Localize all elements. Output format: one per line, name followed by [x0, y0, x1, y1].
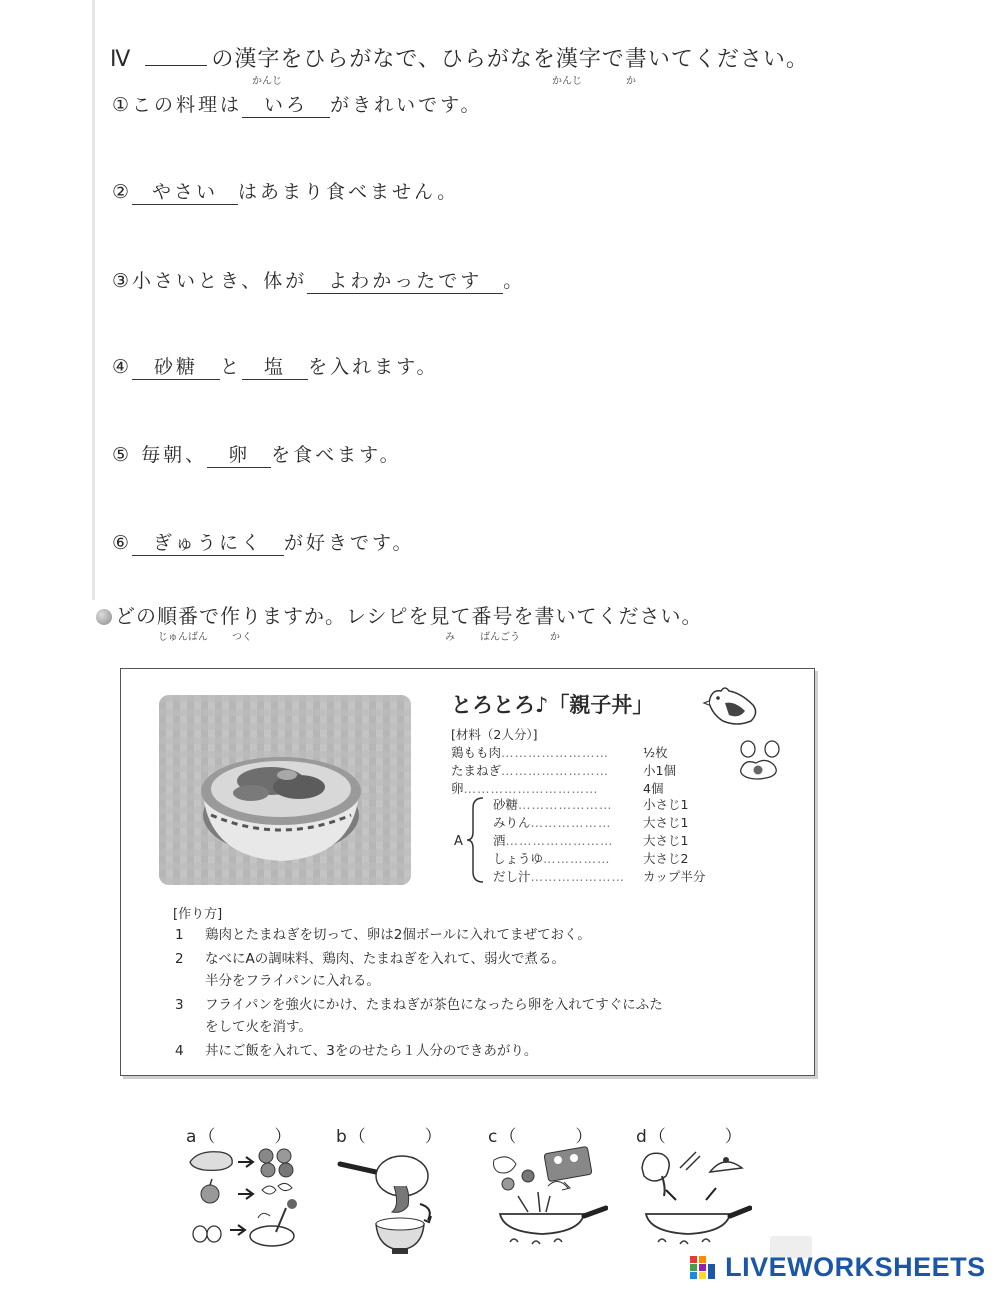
- group-qty: 小さじ1: [643, 797, 689, 812]
- question-number: ④: [112, 356, 133, 378]
- step-1: [175, 923, 591, 943]
- group-row: 酒……………………: [493, 833, 614, 848]
- question-5: [112, 440, 402, 468]
- section-5-title: [96, 600, 703, 629]
- question-text: 毎朝、: [141, 444, 208, 466]
- ruby-tsuku: つく: [232, 632, 252, 643]
- oyakodon-photo: [159, 695, 411, 885]
- question-2: [112, 177, 459, 205]
- recipe-title: とろとろ♪「親子丼」: [451, 693, 654, 717]
- step-3: [175, 993, 663, 1013]
- step-text: 鶏肉とたまねぎを切って、卵は2個ボールに入れてまぜておく。: [205, 927, 591, 943]
- group-qty: 大さじ1: [643, 833, 689, 848]
- question-text: 。: [503, 270, 526, 292]
- step-3-cont: をして火を消す。: [205, 1019, 312, 1035]
- ingredient-qty: 4個: [643, 781, 664, 796]
- option-a[interactable]: a（ ）: [186, 1127, 294, 1147]
- group-row: 砂糖…………………: [493, 797, 613, 812]
- chicken-icon: [701, 683, 763, 729]
- ruby-kanji: かんじ: [252, 76, 282, 87]
- step-number: 1: [175, 927, 184, 943]
- step-2: [175, 947, 565, 967]
- question-text: はあまり食べません。: [238, 181, 460, 203]
- group-name: しょうゆ: [493, 851, 544, 866]
- recipe-card: [120, 668, 815, 1076]
- question-number: ⑤: [112, 444, 133, 466]
- logo-icon: [690, 1254, 716, 1282]
- group-row: みりん………………: [493, 815, 612, 830]
- question-number: ②: [112, 181, 133, 203]
- group-qty: 大さじ2: [643, 851, 689, 866]
- question-1: [112, 90, 483, 118]
- section-4-title: [110, 42, 809, 73]
- option-b[interactable]: b（ ）: [336, 1127, 444, 1147]
- ruby-ka: か: [626, 76, 636, 87]
- brace-icon: [465, 796, 487, 884]
- answer-field[interactable]: ぎゅうにく: [132, 528, 284, 556]
- question-text: と: [220, 356, 243, 378]
- section-5-instruction: どの順番で作りますか。レシピを見て番号を書いてください。: [115, 604, 703, 628]
- ingredient-qty: 小1個: [643, 763, 676, 778]
- question-6: [112, 528, 415, 556]
- ingredient-row: たまねぎ……………………: [451, 763, 610, 778]
- group-name: 酒: [493, 833, 506, 848]
- bullet-icon: [96, 609, 112, 625]
- question-text: がきれいです。: [330, 94, 483, 116]
- question-3: [112, 266, 525, 294]
- option-c[interactable]: c（ ）: [488, 1127, 595, 1147]
- ingredient-qty: ½枚: [643, 745, 668, 760]
- step-number: 4: [175, 1043, 184, 1059]
- ingredients-header: [材料（2人分）]: [451, 727, 538, 742]
- group-row: しょうゆ……………: [493, 851, 611, 866]
- ruby-junban: じゅんばん: [158, 632, 208, 643]
- ruby-mi: み: [445, 632, 455, 643]
- ruby-ka-2: か: [550, 632, 560, 643]
- ruby-kanji-2: かんじ: [552, 76, 582, 87]
- answer-field[interactable]: 砂糖: [132, 352, 220, 380]
- title-blank-line: [145, 65, 207, 66]
- question-4: [112, 352, 439, 380]
- question-text: この料理は: [132, 94, 243, 116]
- group-label: A: [454, 834, 463, 849]
- liveworksheets-logo[interactable]: [690, 1252, 986, 1286]
- question-number: ③: [112, 270, 133, 292]
- question-number: ①: [112, 94, 133, 116]
- step-4: [175, 1039, 537, 1059]
- section-4-instruction: の漢字をひらがなで、ひらがなを漢字で書いてください。: [211, 47, 809, 72]
- option-d[interactable]: d（ ）: [636, 1127, 744, 1147]
- step-2-cont: 半分をフライパンに入れる。: [205, 973, 380, 989]
- group-name: 砂糖: [493, 797, 519, 812]
- step-text: フライパンを強火にかけ、たまねぎが茶色になったら卵を入れてすぐにふた: [205, 997, 663, 1013]
- group-name: だし汁: [493, 869, 531, 884]
- answer-field[interactable]: いろ: [242, 90, 330, 118]
- answer-field[interactable]: やさい: [132, 177, 238, 205]
- question-number: ⑥: [112, 532, 133, 554]
- group-qty: 大さじ1: [643, 815, 689, 830]
- ruby-bangou: ばんごう: [480, 632, 520, 643]
- question-text: 小さいとき、体が: [132, 270, 308, 292]
- step-text: 丼にご飯を入れて、3をのせたら１人分のできあがり。: [205, 1043, 538, 1059]
- serving-illustration: [336, 1146, 440, 1258]
- answer-field-2[interactable]: 塩: [242, 352, 308, 380]
- group-qty: カップ半分: [643, 869, 706, 884]
- ingredient-row: 鶏もも肉……………………: [451, 745, 610, 760]
- egg-icon: [736, 739, 786, 781]
- answer-field[interactable]: よわかったです: [307, 266, 503, 294]
- answer-field[interactable]: 卵: [207, 440, 271, 468]
- page-edge: [92, 0, 95, 600]
- ingredient-name: 鶏もも肉: [451, 745, 502, 760]
- egg-lid-illustration: [636, 1146, 752, 1254]
- ingredient-name: 卵: [451, 781, 464, 796]
- group-name: みりん: [493, 815, 531, 830]
- step-text: なべにAの調味料、鶏肉、たまねぎを入れて、弱火で煮る。: [205, 951, 565, 967]
- pan-cooking-illustration: [488, 1146, 608, 1254]
- question-text: を入れます。: [308, 356, 439, 378]
- question-text: を食べます。: [271, 444, 402, 466]
- question-text: が好きです。: [284, 532, 415, 554]
- cutting-illustration: [186, 1146, 310, 1256]
- logo-text: LIVEWORKSHEETS: [725, 1252, 986, 1282]
- section-numeral: Ⅳ: [110, 47, 132, 72]
- ingredient-row: 卵…………………………: [451, 781, 599, 796]
- step-number: 3: [175, 997, 184, 1013]
- step-number: 2: [175, 951, 184, 967]
- method-header: [作り方]: [173, 907, 223, 922]
- ingredient-name: たまねぎ: [451, 763, 502, 778]
- group-row: だし汁…………………: [493, 869, 626, 884]
